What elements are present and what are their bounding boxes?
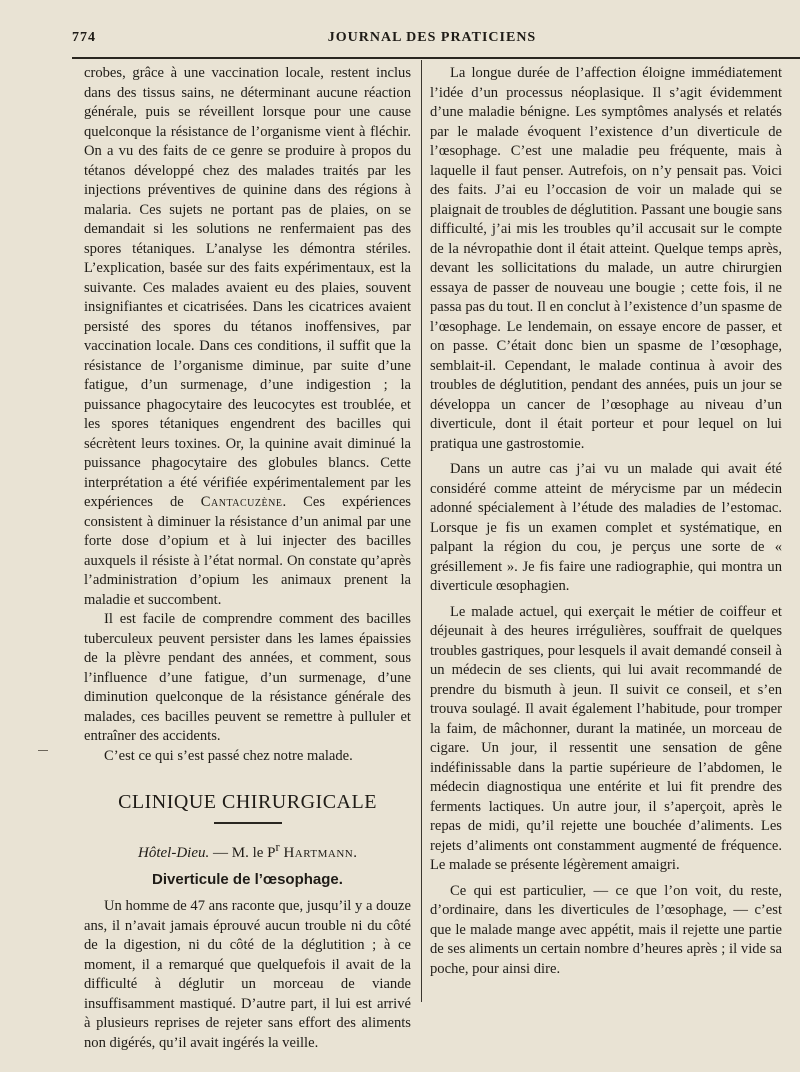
byline-end: .	[353, 845, 357, 861]
paragraph: Ce qui est particulier, — ce que l’on voit, du reste, d’ordinaire, dans les diverticules de l’œsophage, — c’est que le malade mange avec appétit, mais il rejette une partie de ses aliments un certain nombre d’heures après ; il vide sa poche, pour ainsi dire.	[430, 882, 782, 977]
paragraph-text: crobes, grâce à une vaccination locale, restent inclus dans des tissus sains, ne déterminant aucune réaction générale, puis se réveillent lorsque pour une cause quelconque la résistance de l’organisme vient à fléchir. On a vu des faits de ce genre se produire à propos du tétanos développé chez des malades traités par les injections préventives de quinine dans des régions à malaria. Ces sujets ne portant pas de plaies, on se demandait si les solutions ne renfermaient pas des spores tétaniques. L’analyse les démontra stériles. L’explication, basée sur des faits expérimentaux, est la suivante. Ces malades avaient eu des plaies, souvent insignifiantes et cicatrisées. Dans les cicatrices avaient persisté des spores du tétanos inoffensives, par vaccination locale. Dans ces conditions, il suffit que la résistance de l’organisme diminue, par suite d’une fatigue, d’un surmenage, d’une indigestion ; la puissance phagocytaire des leucocytes est troublée, et les spores tétaniques engendrent des bacilles qui sécrètent leurs toxines. Or, la quinine avait diminué la puissance phagocytaire des globules blancs. Cette interprétation a été vérifiée expérimentalement par les expériences de	[84, 65, 411, 510]
article-byline	[84, 838, 411, 864]
paragraph: Le malade actuel, qui exerçait le métier de coiffeur et déjeunait à des heures irrégulières, souffrait de quelques troubles gastriques, pour lesquels il avait demandé conseil à un médecin de ses clients, qui lui avait recommandé de prendre du bismuth à jeun. Il suivit ce conseil, et s’en trouva soulagé. Il avait également l’habitude, pour tromper la faim, de mâchonner, durant la matinée, un morceau de cigare. Un jour, il ressentit une sensation de gêne indéfinissable dans la partie supérieure de l’abdomen, le médecin diagnostiqua une entérite et lui fit prendre des ferments lactiques. Un autre jour, il s’aperçoit, après le repas de midi, qu’il rejette une bouchée d’aliments. Les rejets d’aliments ont constamment augmenté de fréquence. Le malade se présente légèrement amaigri.	[430, 603, 782, 873]
journal-title: JOURNAL DES PRATICIENS	[327, 30, 537, 45]
byline-text: — M. le P	[209, 845, 276, 861]
paragraph: Dans un autre cas j’ai vu un malade qui avait été considéré comme atteint de mérycisme par un médecin adonné spécialement à l’étude des maladies de l’estomac. Lorsque je fis un examen complet et systématique, en palpant la région du cou, je perçus une sorte de « grésillement ». Je fis faire une radiographie, qui montra un diverticule œsophagien.	[430, 461, 782, 594]
paragraph: La longue durée de l’affection éloigne immédiatement l’idée d’un processus néoplasique. Il s’agit évidemment d’une maladie bénigne. Les symptômes analysés et relatés par le malade évoquent l’existence d’un diverticule de l’œsophage. C’est une maladie peu fréquente, mais à laquelle il faut penser. Autrefois, on n’y pensait pas. Voici des faits. J’ai eu l’occasion de voir un malade qui se plaignait de troubles de déglutition. Passant une bougie sans difficulté, j’ai mis les troubles qu’il accusait sur le compte de la névropathie dont il était atteint. Quelque temps après, devant les sollicitations du malade, un autre chirurgien essaya de passer de nouveau une bougie ; cette fois, il ne passa pas du tout. Il en conclut à l’existence d’un spasme de l’œsophage. Le lendemain, on essaye encore de passer, et on passe. C’était donc bien un spasme de l’œsophage, semblait-il. Cependant, le malade continua à avoir des troubles de déglutition, pendant des années, puis un jour se développa un cancer de l’œsophage au niveau d’un diverticule, dont il était porteur et pour lequel on lui pratiqua une gastrostomie.	[430, 65, 782, 452]
header-rule	[72, 57, 800, 59]
paragraph-text: . Ces expériences consistent à diminuer la résistance d’un animal par une forte dose d’opium et à lui injecter des bacilles auxquels il résiste à l’état normal. On constate qu’après l’administration d’opium les animaux prenent la maladie et succombent.	[84, 494, 411, 608]
article-title: Diverticule de l’œsophage.	[152, 870, 343, 888]
byline-name: Hartmann	[283, 845, 354, 861]
section-title: CLINIQUE CHIRURGICALE	[118, 791, 377, 813]
paragraph: Il est facile de comprendre comment des bacilles tuberculeux peuvent persister dans les lames épaissies de la plèvre pendant des années, et comment, sous l’influence d’une fatigue, d’un surmenage, d’une diminution quelconque de la résistance générale des malades, ces bacilles peuvent se remettre à pulluler et entraîner des accidents.	[84, 611, 411, 744]
paragraph	[84, 64, 411, 610]
byline-sup: r	[275, 840, 280, 854]
right-column	[430, 64, 782, 979]
running-header	[64, 30, 800, 52]
page-number: 774	[72, 30, 96, 45]
section-rule	[214, 822, 282, 824]
margin-mark	[38, 750, 48, 751]
paragraph: Un homme de 47 ans raconte que, jusqu’il y a douze ans, il n’avait jamais éprouvé aucun trouble ni du côté de la digestion, ni du côté de la déglutition ; à ce moment, il a remarqué que quelquefois il avait de la difficulté à déglutir un morceau de viande insuffisamment mastiqué. D’autre part, il lui est arrivé à plusieurs reprises de rejeter sans effort des aliments non digérés, qu’il avait ingérés la veille.	[84, 898, 411, 1051]
byline-place: Hôtel-Dieu.	[138, 845, 210, 861]
left-column	[84, 64, 411, 1053]
author-name-cantacuzene: Cantacuzène	[200, 494, 283, 510]
paragraph: C’est ce qui s’est passé chez notre malade.	[104, 747, 353, 764]
column-divider	[421, 60, 422, 1002]
